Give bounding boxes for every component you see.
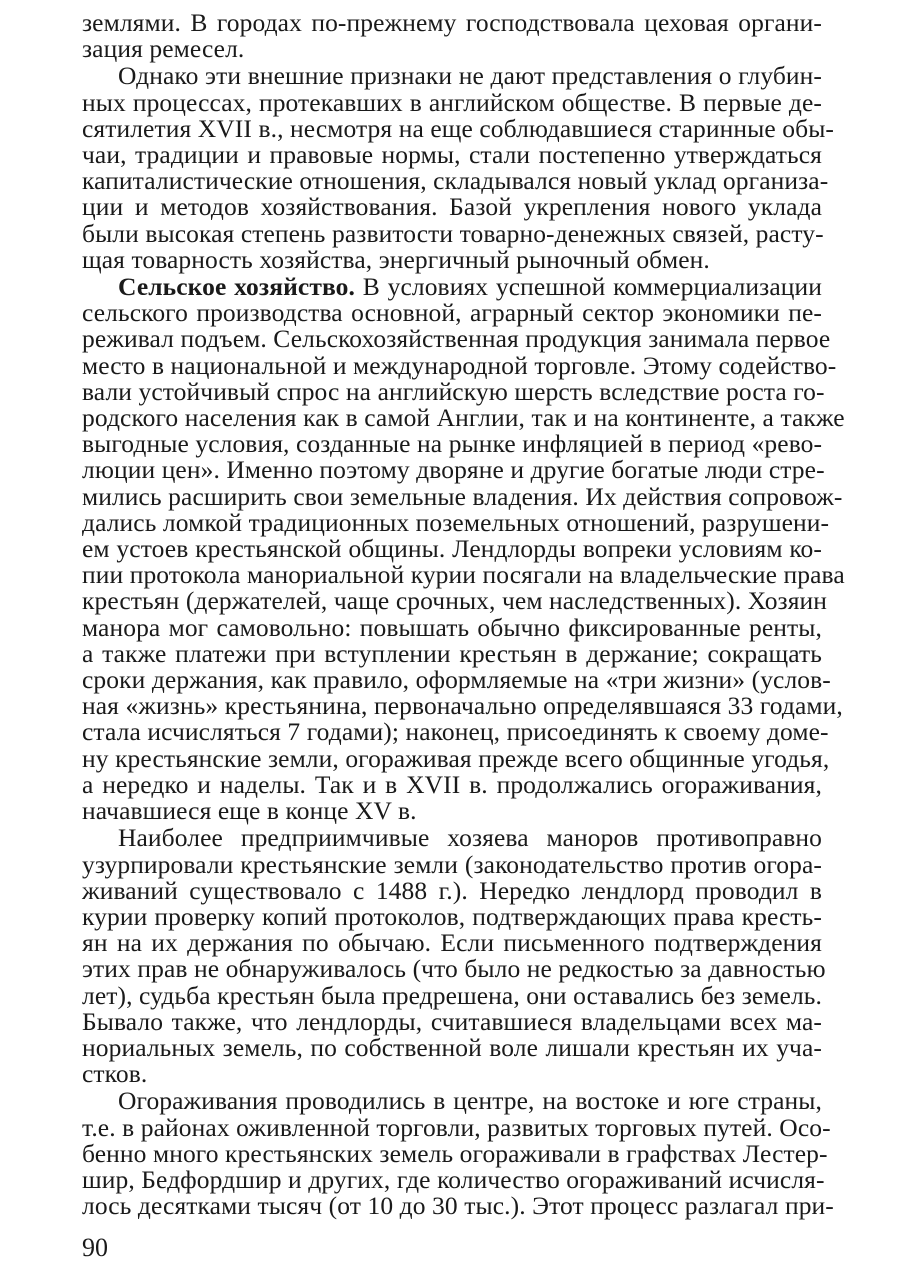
line-text: мились расширить свои земельные владения. Их действия сопровож- xyxy=(82,481,843,511)
text-line xyxy=(82,274,822,300)
text-line xyxy=(82,455,825,485)
line-text: Однако эти внешние признаки не дают представления о глубин- xyxy=(118,61,822,91)
line-text: В условиях успешной коммерциализации xyxy=(354,272,822,302)
line-text: стков. xyxy=(82,1059,148,1089)
text-line xyxy=(82,218,824,248)
line-text: узурпировали крестьянские земли (законодательство против огора- xyxy=(82,849,822,879)
text-line xyxy=(82,1191,834,1221)
text-line xyxy=(82,560,845,590)
text-line xyxy=(82,875,822,905)
line-text: ных процессах, протекавших в английском обществе. В первые де- xyxy=(82,87,822,117)
text-line xyxy=(82,1006,822,1036)
line-text: крестьян (держателей, чаще срочных, чем наследственных). Хозяин xyxy=(82,586,828,616)
text-line xyxy=(82,87,822,117)
text-line xyxy=(82,1164,825,1194)
text-line xyxy=(82,638,822,668)
line-text: чаи, традиции и правовые нормы, стали постепенно утверждаться xyxy=(82,140,822,170)
line-text: лет), судьба крестьян была предрешена, они оставались без земель. xyxy=(82,980,822,1010)
text-line xyxy=(82,769,822,799)
line-text: люции цен». Именно поэтому дворяне и другие богатые люди стре- xyxy=(82,455,825,485)
line-text: сельского производства основной, аграрный сектор экономики пе- xyxy=(82,298,822,328)
paragraph xyxy=(82,10,822,62)
paragraph xyxy=(82,272,845,826)
line-text: манора мог самовольно: повышать обычно фиксированные ренты, xyxy=(82,612,822,642)
line-text: курии проверку копий протоколов, подтверждающих права кресть- xyxy=(82,901,822,931)
text-line xyxy=(82,350,837,380)
line-text: нориальных земель, по собственной воле лишали крестьян их уча- xyxy=(82,1032,822,1062)
text-line xyxy=(82,980,822,1010)
text-line xyxy=(82,244,822,274)
text-line xyxy=(82,536,822,562)
text-line xyxy=(82,1112,831,1142)
text-line xyxy=(82,825,822,851)
page-number: 90 xyxy=(82,1233,108,1262)
line-text: шир, Бедфордшир и других, где количество огораживаний исчисля- xyxy=(82,1164,825,1194)
text-line xyxy=(82,10,822,36)
text-line xyxy=(82,194,822,220)
line-text: бенно много крестьянских земель огораживали в графствах Лестер- xyxy=(82,1138,828,1168)
line-text: ну крестьянские земли, огораживая прежде всего общинные угодья, xyxy=(82,743,830,773)
text-line xyxy=(82,717,829,747)
line-text: выгодные условия, созданные на рынке инфляцией в период «рево- xyxy=(82,429,823,459)
line-text: ян на их держания по обычаю. Если письменного подтверждения xyxy=(82,928,822,958)
text-line xyxy=(82,166,829,196)
section-heading: Сельское хозяйство. xyxy=(118,272,355,302)
line-text: щая товарность хозяйства, энергичный рыночный обмен. xyxy=(82,244,710,274)
text-line xyxy=(82,376,825,406)
text-line xyxy=(82,1088,822,1114)
text-line xyxy=(82,901,822,931)
line-text: землями. В городах по-прежнему господствовала цеховая органи- xyxy=(82,8,822,37)
paragraph xyxy=(82,823,826,1089)
line-text: живаний существовало с 1488 г.). Нередко лендлорд проводил в xyxy=(82,875,822,905)
line-text: пии протокола манориальной курии посягали на владельческие права xyxy=(82,560,845,590)
paragraph xyxy=(82,1086,834,1221)
line-text: а также платежи при вступлении крестьян в держание; сокращать xyxy=(82,638,822,668)
line-text: лось десятками тысяч (от 10 до 30 тыс.). Этот процесс разлагал при- xyxy=(82,1191,834,1221)
text-line xyxy=(82,403,845,433)
text-line xyxy=(82,481,843,511)
text-line xyxy=(82,1138,828,1168)
text-line xyxy=(82,300,822,326)
line-text: т.е. в районах оживленной торговли, развитых торговых путей. Осо- xyxy=(82,1112,831,1142)
line-text: дались ломкой традиционных поземельных отношений, разрушени- xyxy=(82,507,830,537)
text-line xyxy=(82,63,822,89)
text-line xyxy=(82,586,828,616)
text-line xyxy=(82,798,822,824)
line-text: зация ремесел. xyxy=(82,34,245,64)
text-line xyxy=(82,954,826,984)
line-text: вали устойчивый спрос на английскую шерсть вследствие роста го- xyxy=(82,376,825,406)
text-line xyxy=(82,36,822,62)
line-text: стала исчисляться 7 годами); наконец, присоединять к своему доме- xyxy=(82,717,829,747)
text-line xyxy=(82,1032,822,1062)
text-line xyxy=(82,665,831,695)
text-line xyxy=(82,691,843,721)
line-text: родского населения как в самой Англии, так и на континенте, а также xyxy=(82,403,845,433)
text-line xyxy=(82,324,831,354)
text-line xyxy=(82,743,830,773)
paragraph xyxy=(82,61,835,274)
text-line xyxy=(82,849,822,879)
line-text: Бывало также, что лендлорды, считавшиеся владельцами всех ма- xyxy=(82,1006,822,1036)
page-body-text xyxy=(82,8,845,1221)
line-text: сроки держания, как правило, оформляемые на «три жизни» (услов- xyxy=(82,665,831,695)
text-line xyxy=(82,1061,822,1087)
line-text: сятилетия XVII в., несмотря на еще соблюдавшиеся старинные обы- xyxy=(82,113,835,143)
line-text: а нередко и наделы. Так и в XVII в. продолжались огораживания, xyxy=(82,769,822,799)
text-line xyxy=(82,507,830,537)
text-line xyxy=(82,930,822,956)
line-text: ем устоев крестьянской общины. Лендлорды вопреки условиям ко- xyxy=(82,534,822,564)
text-line xyxy=(82,612,822,642)
line-text: ции и методов хозяйствования. Базой укрепления нового уклада xyxy=(82,192,822,222)
line-text: место в национальной и международной торговле. Этому содейство- xyxy=(82,350,837,380)
line-text: Огораживания проводились в центре, на востоке и юге страны, xyxy=(118,1086,822,1116)
line-text: реживал подъем. Сельскохозяйственная продукция занимала первое xyxy=(82,324,831,354)
text-line xyxy=(82,431,822,457)
line-text: начавшиеся еще в конце XV в. xyxy=(82,796,417,826)
line-text: ная «жизнь» крестьянина, первоначально определявшаяся 33 годами, xyxy=(82,691,843,721)
line-text: были высокая степень развитости товарно-денежных связей, расту- xyxy=(82,218,824,248)
line-text: Наиболее предприимчивые хозяева маноров противоправно xyxy=(118,823,822,853)
line-text: капиталистические отношения, складывался новый уклад организа- xyxy=(82,166,829,196)
text-line xyxy=(82,113,835,143)
line-text: этих прав не обнаруживалось (что было не редкостью за давностью xyxy=(82,954,826,984)
text-line xyxy=(82,142,822,168)
